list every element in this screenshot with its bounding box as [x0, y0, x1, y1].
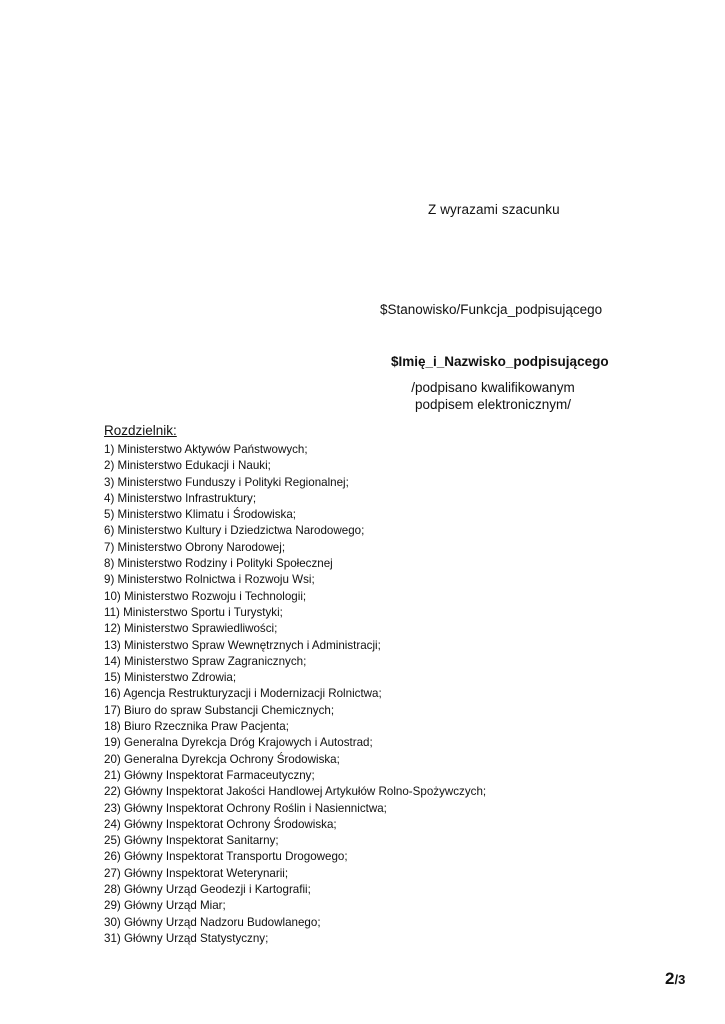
- distribution-list: [104, 442, 486, 947]
- distribution-title: Rozdzielnik:: [104, 423, 177, 438]
- signature-note-line-1: /podpisano kwalifikowanym: [411, 380, 575, 395]
- distribution-item: 7) Ministerstwo Obrony Narodowej;: [104, 540, 286, 554]
- distribution-item: 20) Generalna Dyrekcja Ochrony Środowiska;: [104, 752, 340, 766]
- distribution-item: 26) Główny Inspektorat Transportu Drogowego;: [104, 850, 348, 864]
- distribution-item: 1) Ministerstwo Aktywów Państwowych;: [104, 443, 308, 456]
- distribution-item: 3) Ministerstwo Funduszy i Polityki Regionalnej;: [104, 475, 349, 489]
- signature-note-line-2: podpisem elektronicznym/: [414, 397, 572, 412]
- signatory-position: $Stanowisko/Funkcja_podpisującego: [380, 302, 603, 317]
- distribution-item: 22) Główny Inspektorat Jakości Handlowej Artykułów Rolno-Spożywczych;: [104, 785, 487, 799]
- distribution-item: 19) Generalna Dyrekcja Dróg Krajowych i Autostrad;: [104, 736, 373, 750]
- distribution-item: 8) Ministerstwo Rodziny i Polityki Społecznej: [104, 557, 333, 571]
- closing-phrase: Z wyrazami szacunku: [428, 202, 560, 217]
- distribution-item: 10) Ministerstwo Rozwoju i Technologii;: [104, 589, 307, 603]
- distribution-item: 31) Główny Urząd Statystyczny;: [104, 931, 269, 945]
- distribution-item: 4) Ministerstwo Infrastruktury;: [104, 491, 257, 505]
- distribution-item: 17) Biuro do spraw Substancji Chemicznych;: [104, 703, 335, 717]
- page-number-total: /3: [674, 972, 686, 987]
- signatory-name: $Imię_i_Nazwisko_podpisującego: [391, 354, 609, 369]
- distribution-item: 5) Ministerstwo Klimatu i Środowiska;: [104, 508, 296, 522]
- distribution-item: 29) Główny Urząd Miar;: [104, 899, 226, 913]
- distribution-item: 2) Ministerstwo Edukacji i Nauki;: [104, 459, 271, 473]
- distribution-item: 6) Ministerstwo Kultury i Dziedzictwa Narodowego;: [104, 524, 365, 538]
- distribution-item: 16) Agencja Restrukturyzacji i Modernizacji Rolnictwa;: [104, 687, 382, 701]
- distribution-item: 15) Ministerstwo Zdrowia;: [104, 671, 237, 685]
- distribution-item: 18) Biuro Rzecznika Praw Pacjenta;: [104, 720, 289, 734]
- distribution-item: 27) Główny Inspektorat Weterynarii;: [104, 866, 289, 880]
- distribution-item: 13) Ministerstwo Spraw Wewnętrznych i Administracji;: [104, 638, 381, 652]
- page-number: [665, 969, 685, 989]
- distribution-item: 24) Główny Inspektorat Ochrony Środowiska;: [104, 817, 337, 831]
- distribution-item: 12) Ministerstwo Sprawiedliwości;: [104, 622, 278, 636]
- distribution-item: 25) Główny Inspektorat Sanitarny;: [104, 834, 279, 848]
- distribution-item: 11) Ministerstwo Sportu i Turystyki;: [104, 605, 283, 619]
- distribution-item: 23) Główny Inspektorat Ochrony Roślin i Nasiennictwa;: [104, 801, 387, 815]
- distribution-item: 9) Ministerstwo Rolnictwa i Rozwoju Wsi;: [104, 573, 315, 587]
- distribution-item: 21) Główny Inspektorat Farmaceutyczny;: [104, 768, 315, 782]
- distribution-item: 30) Główny Urząd Nadzoru Budowlanego;: [104, 915, 321, 929]
- distribution-item: 14) Ministerstwo Spraw Zagranicznych;: [104, 654, 307, 668]
- page-number-current: 2: [665, 969, 675, 988]
- distribution-item: 28) Główny Urząd Geodezji i Kartografii;: [104, 883, 311, 897]
- signature-note: [370, 379, 616, 413]
